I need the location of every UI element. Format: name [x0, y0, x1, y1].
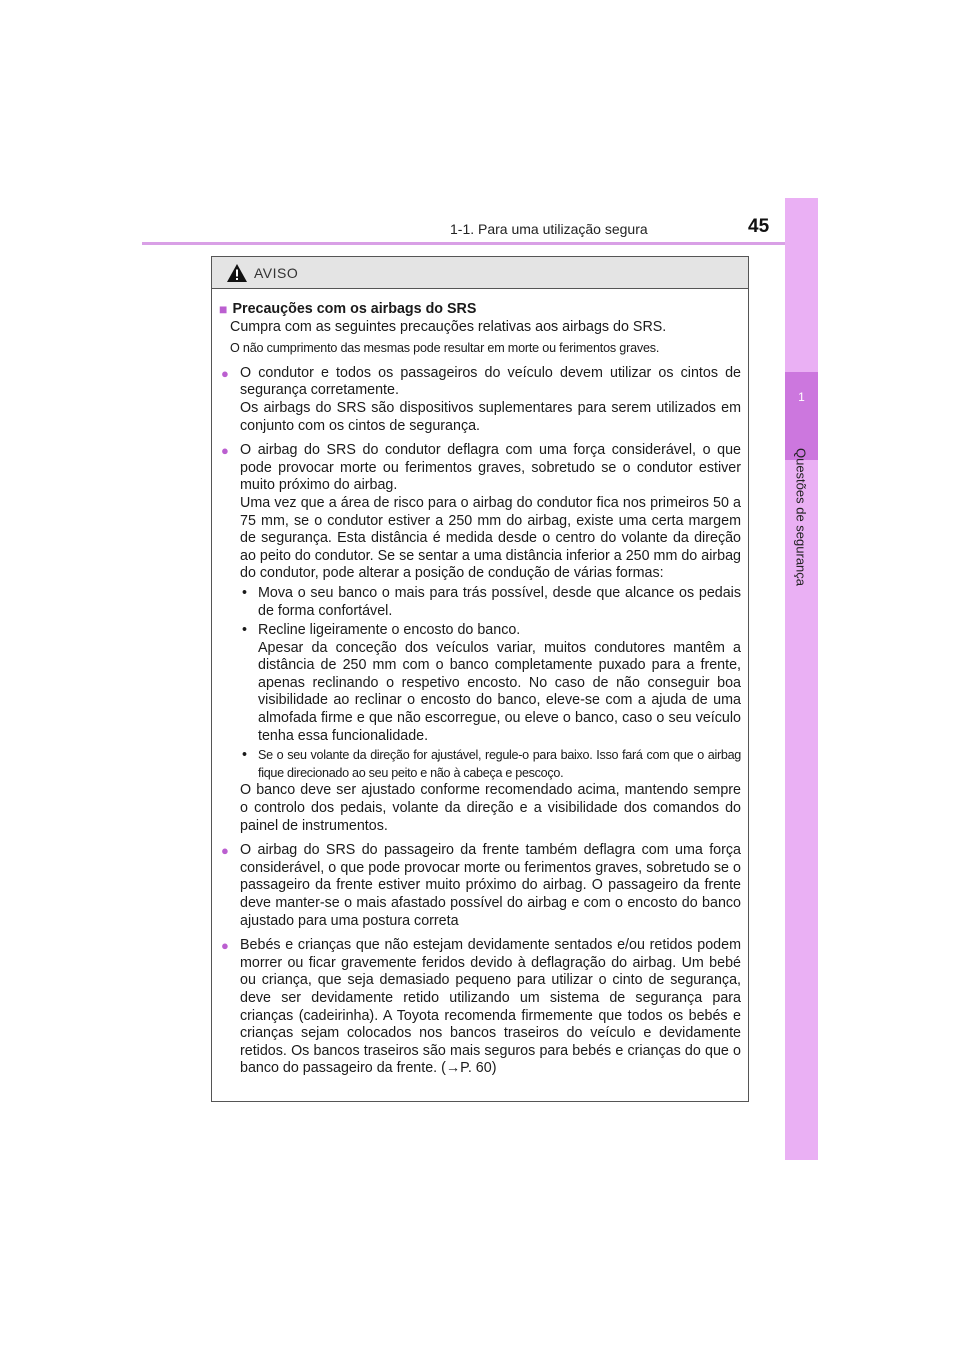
list-item — [219, 442, 741, 835]
bullet-icon: ● — [221, 443, 229, 459]
list-item — [219, 937, 741, 1078]
heading-square-icon: ■ — [219, 301, 228, 317]
chapter-number: 1 — [798, 390, 805, 404]
page-number: 45 — [748, 216, 770, 237]
header-divider — [142, 242, 818, 245]
item-paragraph: Uma vez que a área de risco para o airbag do condutor fica nos primeiros 50 a 75 mm, se o condutor estiver a 250 mm do airbag, existe uma certa margem de segurança. Esta distância é medida desde o centro do volante da direção ao peito do condutor. Se se sentar a uma distância inferior a 250 mm do airbag do condutor, pode alterar a posição de condução de várias formas: — [240, 494, 741, 582]
item-paragraph: Os airbags do SRS são dispositivos suplementares para serem utilizados em conjunto com os cintos de segurança. — [240, 399, 741, 434]
bullet-icon: ● — [221, 365, 229, 381]
intro-text: Cumpra com as seguintes precauções relativas aos airbags do SRS. — [230, 318, 667, 335]
item-paragraph: O airbag do SRS do condutor deflagra com uma força considerável, o que pode provocar morte ou ferimentos graves, sobretudo se o condutor estiver muito próximo do airbag. — [240, 442, 741, 494]
dash-item — [240, 747, 741, 782]
chapter-label: Questões de segurança — [793, 447, 809, 587]
warning-box — [211, 256, 749, 1102]
list-item — [219, 842, 741, 930]
dash-item — [240, 622, 741, 745]
dash-text: Mova o seu banco o mais para trás possível, desde que alcance os pedais de forma confortável. — [258, 584, 741, 619]
item-paragraph: O condutor e todos os passageiros do veículo devem utilizar os cintos de segurança corretamente. — [240, 364, 741, 399]
bullet-icon: ● — [221, 843, 229, 859]
list-item — [219, 365, 741, 435]
warning-label: AVISO — [254, 264, 299, 281]
dash-text: Recline ligeiramente o encosto do banco. — [258, 622, 521, 639]
intro-small-text: O não cumprimento das mesmas pode resultar em morte ou ferimentos graves. — [230, 341, 660, 356]
chapter-tab-marker — [785, 372, 818, 460]
dash-bullet-icon: • — [242, 747, 248, 764]
item-paragraph: O airbag do SRS do passageiro da frente também deflagra com uma força considerável, o que pode provocar morte ou ferimentos graves, sobretudo se o passageiro da frente estiver muito próximo do airbag. O passageiro da frente deve manter-se o mais afastado possível do airbag e com o encosto do banco ajustado para uma postura correta — [240, 842, 741, 929]
section-title: 1-1. Para uma utilização segura — [450, 221, 648, 237]
item-paragraph: Bebés e crianças que não estejam devidamente sentados e/ou retidos podem morrer ou ficar gravemente feridos devido à deflagração do airbag. Um bebé ou criança, que seja demasiado pequeno para utilizar o cinto de segurança, deve ser devidamente retido utilizando um sistema de segurança para crianças (cadeirinha). A Toyota recomenda firmemente que todos os bebés e crianças sejam colocados nos bancos traseiros do veículo e devidamente retidos. Os bancos traseiros são mais seguros para bebés e crianças do que o banco do passageiro da frente. (→P. 60) — [240, 937, 741, 1077]
warning-content — [212, 289, 748, 1078]
section-heading — [219, 301, 741, 319]
warning-header — [212, 257, 748, 289]
dash-continuation: Apesar da conceção dos veículos variar, muitos condutores mantêm a distância de 250 mm com o banco completamente puxado para a frente, apenas reclinando o respetivo encosto. No caso de não conseguir boa visibilidade ao reclinar o encosto do banco, eleve-se com a ajuda de uma almofada firme e que não escorregue, ou eleve o banco, caso o seu veículo tenha essa funcionalidade. — [258, 639, 741, 744]
dash-text: Se o seu volante da direção for ajustável, regule-o para baixo. Isso fará com que o airbag fique direcionado ao seu peito e não à cabeça e pescoço. — [258, 748, 741, 780]
dash-bullet-icon: • — [242, 584, 248, 601]
warning-triangle-icon — [226, 263, 248, 283]
dash-item — [240, 585, 741, 620]
dash-bullet-icon: • — [242, 622, 248, 639]
heading-text: Precauções com os airbags do SRS — [232, 301, 477, 317]
chapter-tab-strip — [785, 198, 818, 1160]
item-paragraph: O banco deve ser ajustado conforme recomendado acima, mantendo sempre o controlo dos pedais, volante da direção e a visibilidade dos comandos do painel de instrumentos. — [240, 782, 741, 834]
bullet-icon: ● — [221, 938, 229, 954]
